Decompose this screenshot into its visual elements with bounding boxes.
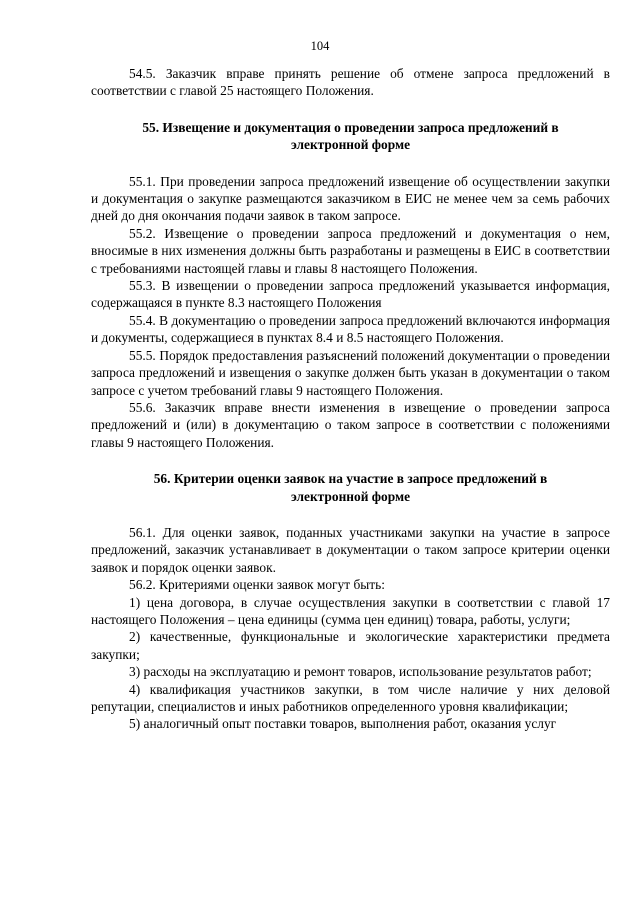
paragraph-54-5: 54.5. Заказчик вправе принять решение об отмене запроса предложений в соответствии с главой 25 настоящего Положения.	[91, 66, 610, 99]
paragraph-55-6: 55.6. Заказчик вправе внести изменения в извещение о проведении запроса предложений и (или) в документацию о таком запросе в соответствии с положениями главы 9 настоящего Положения.	[91, 399, 610, 450]
list-item-1: 1) цена договора, в случае осуществления закупки в соответствии с главой 17 настоящего Положения – цена единицы (сумма цен единиц) товара, работы, услуги;	[91, 594, 610, 627]
paragraph-55-2: 55.2. Извещение о проведении запроса предложений и документация о нем, вносимые в них изменения должны быть разработаны и размещены в ЕИС в соответствии с требованиями настоящей главы и главы 8 настоящего Положения.	[91, 225, 610, 276]
list-item-4: 4) квалификация участников закупки, в том числе наличие у них деловой репутации, специалистов и иных работников определенного уровня квалификации;	[91, 681, 610, 714]
paragraph-55-5: 55.5. Порядок предоставления разъяснений положений документации о проведении запроса предложений и извещения о закупке должен быть указан в документации о таком запросе с учетом требований главы 9 настоящего Положения.	[91, 347, 610, 398]
list-item-2: 2) качественные, функциональные и экологические характеристики предмета закупки;	[91, 629, 610, 662]
paragraph-55-4: 55.4. В документацию о проведении запроса предложений включаются информация и документы, содержащиеся в пунктах 8.4 и 8.5 настоящего Положения.	[91, 312, 610, 346]
paragraph-55-3: 55.3. В извещении о проведении запроса предложений указывается информация, содержащаяся в пункте 8.3 настоящего Положения	[91, 278, 610, 311]
section-55-heading: 55. Извещение и документация о проведении запроса предложений в электронной форме	[142, 119, 559, 153]
page-number: 104	[310, 39, 330, 53]
section-56-heading: 56. Критерии оценки заявок на участие в запросе предложений в электронной форме	[153, 471, 548, 504]
page-body	[91, 65, 610, 733]
paragraph-56-2: 56.2. Критериями оценки заявок могут быть:	[129, 577, 385, 593]
list-item-5: 5) аналогичный опыт поставки товаров, выполнения работ, оказания услуг	[129, 716, 557, 732]
paragraph-56-1: 56.1. Для оценки заявок, поданных участниками закупки на участие в запросе предложений, заказчик устанавливает в документации о таком запросе критерии оценки заявок и порядок оценки заявок.	[91, 524, 610, 575]
list-item-3: 3) расходы на эксплуатацию и ремонт товаров, использование результатов работ;	[129, 664, 592, 680]
paragraph-55-1: 55.1. При проведении запроса предложений извещение об осуществлении закупки и документация о закупке размещаются заказчиком в ЕИС не менее чем за семь рабочих дней до дня окончания подачи заявок в таком запросе.	[91, 173, 610, 224]
